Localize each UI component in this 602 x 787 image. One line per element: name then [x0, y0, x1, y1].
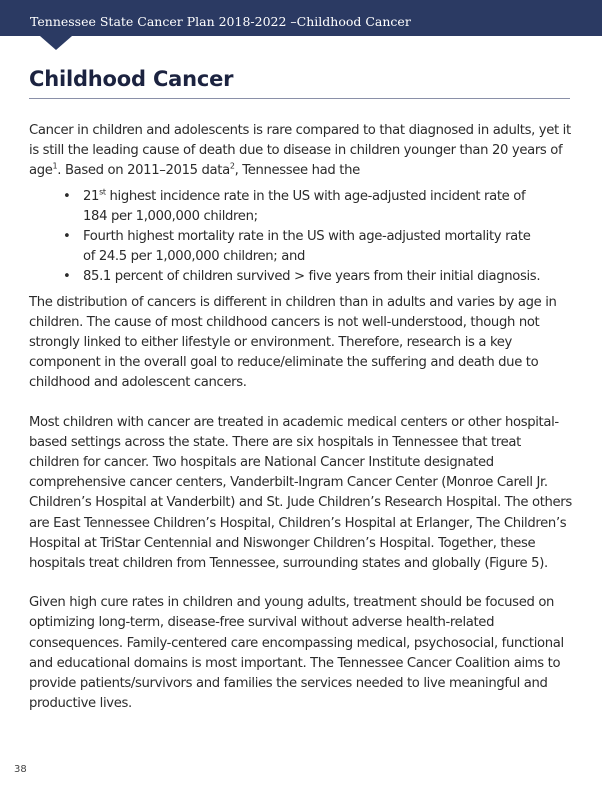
body-text — [29, 121, 574, 714]
paragraph-care: Given high cure rates in children and young adults, treatment should be focused on optimizing long-term, disease-free survival without adverse health-related consequences. Family-centered care encompassing medical, psychosocial, functional and educational domains is most important. The Tennessee Cancer Coalition aims to provide patients/survivors and families the services needed to live meaningful and productive lives. — [29, 595, 564, 712]
list-item: • Fourth highest mortality rate in the US with age-adjusted mortality rate of 24.5 per 1,000,000 children; and — [63, 229, 531, 265]
page-title: Childhood Cancer — [29, 67, 234, 91]
paragraph-intro: Cancer in children and adolescents is rare compared to that diagnosed in adults, yet it is still the leading cause of death due to disease in children younger than 20 years of age$^1$. Based on 2011–2015 data$^2$, Tennessee had the — [29, 123, 571, 179]
list-item: • 85.1 percent of children survived > five years from their initial diagnosis. — [29, 267, 574, 287]
list-item: • 21st highest incidence rate in the US with age-adjusted incident rate of 184 per 1,000,000 children; — [63, 187, 526, 224]
page-number: 38 — [14, 764, 27, 775]
footnote-ref-2: 2 — [229, 162, 235, 172]
title-divider — [29, 98, 570, 99]
banner-title: Tennessee State Cancer Plan 2018-2022 –Childhood Cancer — [30, 14, 411, 29]
bullet-icon: • — [63, 269, 71, 285]
footnote-ref-1: 1 — [52, 162, 58, 172]
bullet-icon: • — [63, 229, 71, 245]
bullet-icon: • — [63, 188, 71, 204]
statistics-list — [29, 187, 574, 288]
paragraph-hospitals: Most children with cancer are treated in academic medical centers or other hospital-based settings across the state. There are six hospitals in Tennessee that treat children for cancer. Two hospitals are National Cancer Institute designated comprehensive cancer centers, Vanderbilt-Ingram Cancer Center (Monroe Carell Jr. Children’s Hospital at Vanderbilt) and St. Jude Children’s Research Hospital. The others are East Tennessee Children’s Hospital, Children’s Hospital at Erlanger, The Children’s Hospital at TriStar Centennial and Niswonger Children’s Hospital. Together, these hospitals treat children from Tennessee, surrounding states and globally (Figure 5). — [29, 414, 572, 572]
header-banner — [0, 0, 602, 36]
banner-notch — [40, 36, 72, 50]
paragraph-distribution: The distribution of cancers is different in children than in adults and varies by age in children. The cause of most childhood cancers is not well-understood, though not strongly linked to either lifestyle or environment. Therefore, research is a key component in the overall goal to reduce/eliminate the suffering and death due to childhood and adolescent cancers. — [29, 294, 557, 391]
